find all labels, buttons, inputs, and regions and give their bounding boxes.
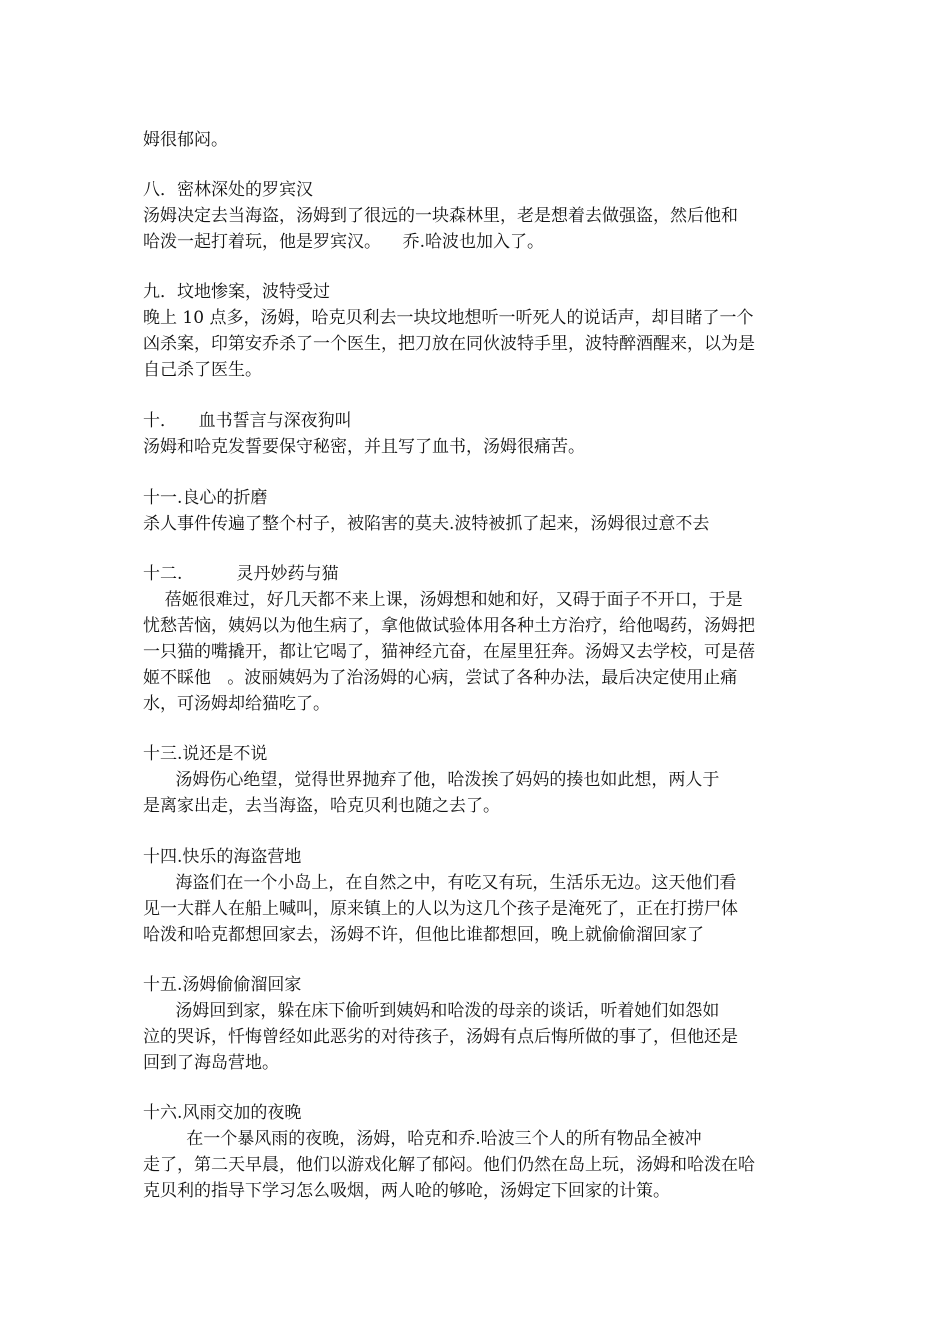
text-line: 在一个暴风雨的夜晚，汤姆，哈克和乔.哈波三个人的所有物品全被冲 xyxy=(143,1129,702,1149)
text-line: 海盗们在一个小岛上，在自然之中，有吃又有玩，生活乐无边。这天他们看 xyxy=(143,873,737,893)
text-line: 忧愁苦恼，姨妈以为他生病了，拿他做试验体用各种土方治疗，给他喝药，汤姆把 xyxy=(143,616,755,636)
text-line: 汤姆和哈克发誓要保守秘密，并且写了血书，汤姆很痛苦。 xyxy=(143,437,585,457)
section-heading: 十四.快乐的海盗营地 xyxy=(143,847,302,867)
text-line: 水，可汤姆却给猫吃了。 xyxy=(143,694,330,714)
text-line: 汤姆伤心绝望，觉得世界抛弃了他，哈泼挨了妈妈的揍也如此想，两人于 xyxy=(143,770,720,790)
section-heading: 十三.说还是不说 xyxy=(143,744,268,764)
text-line: 克贝利的指导下学习怎么吸烟，两人呛的够呛，汤姆定下回家的计策。 xyxy=(143,1181,670,1201)
text-line: 泣的哭诉，忏悔曾经如此恶劣的对待孩子，汤姆有点后悔所做的事了，但他还是 xyxy=(143,1027,738,1047)
text-line: 汤姆回到家，躲在床下偷听到姨妈和哈泼的母亲的谈话，听着她们如怨如 xyxy=(143,1001,720,1021)
text-line: 姆很郁闷。 xyxy=(143,130,228,150)
text-line: 自己杀了医生。 xyxy=(143,360,262,380)
text-line: 哈泼一起打着玩，他是罗宾汉。 乔.哈波也加入了。 xyxy=(143,232,545,252)
text-line: 姬不睬他 。波丽姨妈为了治汤姆的心病，尝试了各种办法，最后决定使用止痛 xyxy=(143,668,738,688)
section-heading: 十一.良心的折磨 xyxy=(143,488,268,508)
section-heading: 九．坟地惨案，波特受过 xyxy=(143,282,330,302)
section-heading: 八．密林深处的罗宾汉 xyxy=(143,180,313,200)
text-line: 回到了海岛营地。 xyxy=(143,1053,279,1073)
text-line: 晚上 10 点多，汤姆，哈克贝利去一块坟地想听一听死人的说话声，却目睹了一个 xyxy=(143,308,754,328)
text-line: 哈泼和哈克都想回家去，汤姆不许，但他比谁都想回，晚上就偷偷溜回家了 xyxy=(143,925,704,945)
section-heading: 十六.风雨交加的夜晚 xyxy=(143,1103,302,1123)
text-line: 蓓姬很难过，好几天都不来上课，汤姆想和她和好，又碍于面子不开口，于是 xyxy=(143,590,743,610)
text-line: 见一大群人在船上喊叫，原来镇上的人以为这几个孩子是淹死了，正在打捞尸体 xyxy=(143,899,738,919)
text-line: 是离家出走，去当海盗，哈克贝利也随之去了。 xyxy=(143,796,500,816)
text-line: 走了，第二天早晨，他们以游戏化解了郁闷。他们仍然在岛上玩，汤姆和哈泼在哈 xyxy=(143,1155,755,1175)
text-line: 一只猫的嘴撬开，都让它喝了，猫神经亢奋，在屋里狂奔。汤姆又去学校，可是蓓 xyxy=(143,642,755,662)
text-line: 杀人事件传遍了整个村子，被陷害的莫夫.波特被抓了起来，汤姆很过意不去 xyxy=(143,514,710,534)
section-heading: 十． 血书誓言与深夜狗叫 xyxy=(143,411,352,431)
section-heading: 十五.汤姆偷偷溜回家 xyxy=(143,975,302,995)
section-heading: 十二. 灵丹妙药与猫 xyxy=(143,564,339,584)
text-line: 汤姆决定去当海盗，汤姆到了很远的一块森林里，老是想着去做强盗，然后他和 xyxy=(143,206,738,226)
text-line: 凶杀案，印第安乔杀了一个医生，把刀放在同伙波特手里，波特醉酒醒来，以为是 xyxy=(143,334,755,354)
